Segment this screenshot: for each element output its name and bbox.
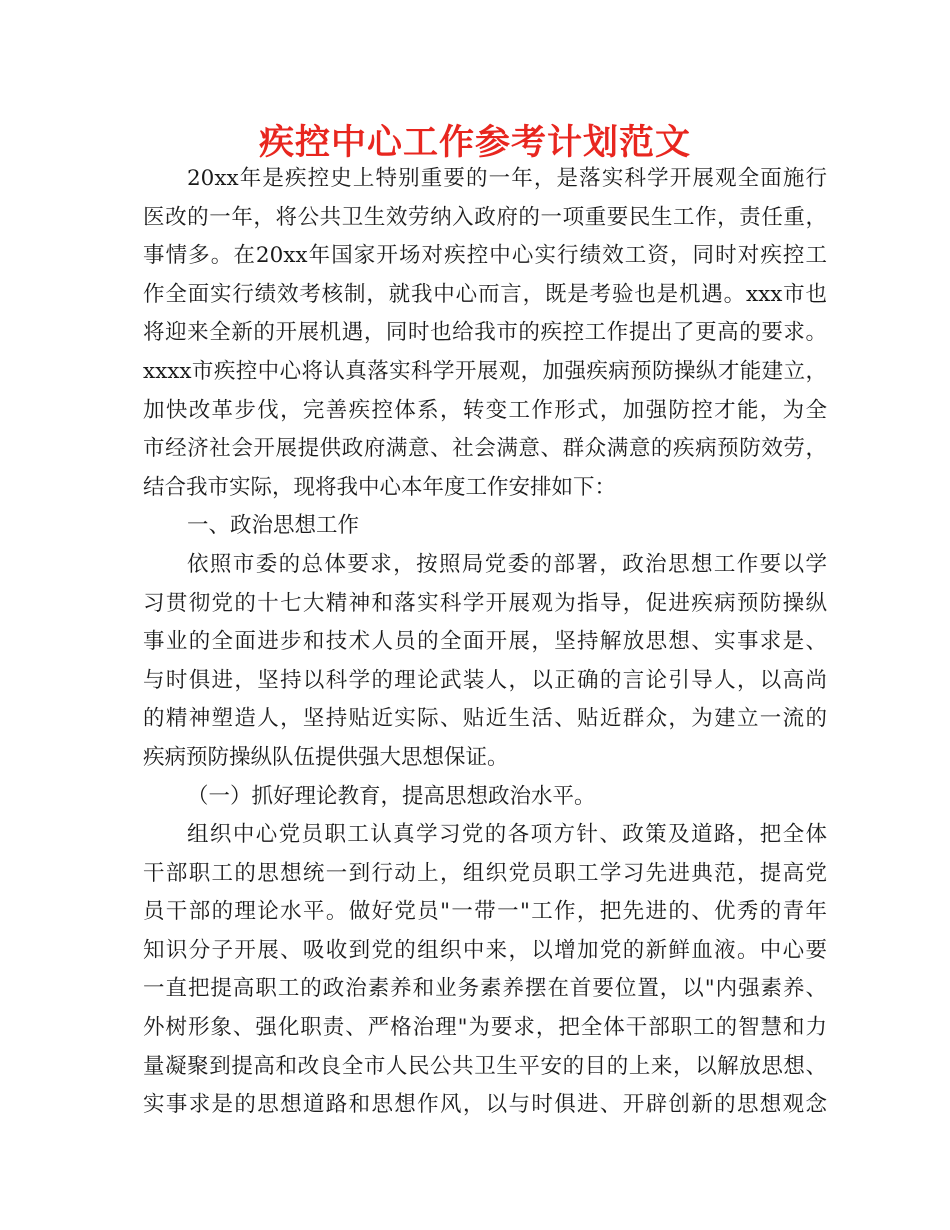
- body-line: 作全面实行绩效考核制，就我中心而言，既是考验也是机遇。xxx市也: [143, 281, 827, 307]
- body-line: 市经济社会开展提供政府满意、社会满意、群众满意的疾病预防效劳，: [143, 436, 827, 462]
- body-line: （一）抓好理论教育，提高思想政治水平。: [187, 783, 596, 809]
- body-line: 实事求是的思想道路和思想作风，以与时俱进、开辟创新的思想观念: [143, 1092, 827, 1118]
- document-title: 疾控中心工作参考计划范文: [258, 123, 691, 163]
- body-line: 事业的全面进步和技术人员的全面开展，坚持解放思想、实事求是、: [143, 629, 827, 655]
- body-line: 组织中心党员职工认真学习党的各项方针、政策及道路，把全体: [187, 822, 827, 848]
- body-line: 量凝聚到提高和改良全市人民公共卫生平安的目的上来，以解放思想、: [143, 1053, 827, 1079]
- body-line: 20xx年是疾控史上特别重要的一年，是落实科学开展观全面施行: [187, 166, 827, 191]
- body-line: 员干部的理论水平。做好党员"一带一"工作，把先进的、优秀的青年: [143, 899, 827, 925]
- body-line: 一、政治思想工作: [187, 513, 360, 539]
- body-line: 干部职工的思想统一到行动上，组织党员职工学习先进典范，提高党: [143, 860, 827, 886]
- body-line: 习贯彻党的十七大精神和落实科学开展观为指导，促进疾病预防操纵: [143, 590, 827, 616]
- body-line: xxxx市疾控中心将认真落实科学开展观，加强疾病预防操纵才能建立，: [143, 358, 827, 384]
- body-line: 外树形象、强化职责、严格治理"为要求，把全体干部职工的智慧和力: [143, 1015, 827, 1041]
- body-line: 结合我市实际，现将我中心本年度工作安排如下：: [143, 474, 617, 500]
- body-line: 知识分子开展、吸收到党的组织中来，以增加党的新鲜血液。中心要: [143, 937, 827, 963]
- body-line: 加快改革步伐，完善疾控体系，转变工作形式，加强防控才能，为全: [143, 397, 827, 423]
- body-line: 一直把提高职工的政治素养和业务素养摆在首要位置，以"内强素养、: [143, 976, 827, 1002]
- body-line: 将迎来全新的开展机遇，同时也给我市的疾控工作提出了更高的要求。: [143, 320, 827, 346]
- body-line: 疾病预防操纵队伍提供强大思想保证。: [143, 744, 509, 770]
- body-line: 依照市委的总体要求，按照局党委的部署，政治思想工作要以学: [187, 551, 827, 577]
- body-line: 医改的一年，将公共卫生效劳纳入政府的一项重要民生工作，责任重，: [143, 204, 827, 230]
- body-line: 与时俱进，坚持以科学的理论武装人，以正确的言论引导人，以高尚: [143, 667, 827, 693]
- document-body: [143, 160, 827, 1125]
- body-line: 事情多。在20xx年国家开场对疾控中心实行绩效工资，同时对疾控工: [143, 243, 827, 269]
- body-line: 的精神塑造人，坚持贴近实际、贴近生活、贴近群众，为建立一流的: [143, 706, 827, 732]
